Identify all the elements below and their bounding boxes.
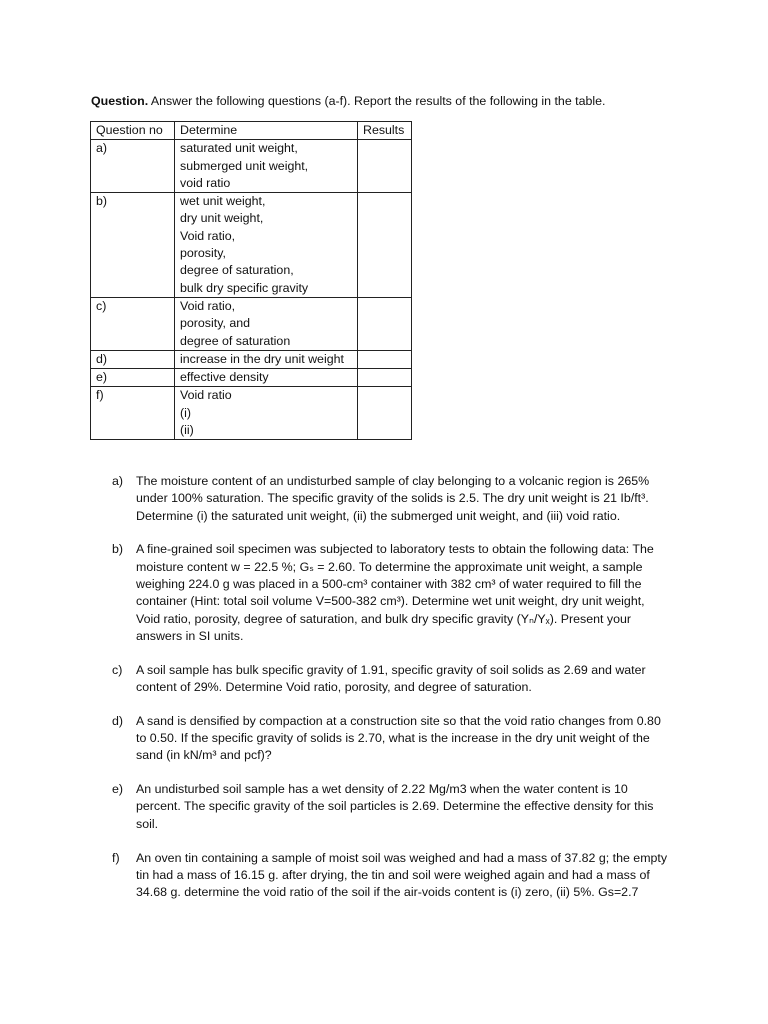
determine-line: degree of saturation, — [180, 263, 294, 278]
determine-cell — [175, 387, 358, 440]
question-label: d) — [112, 713, 124, 728]
results-cell[interactable] — [358, 297, 412, 350]
results-cell[interactable] — [358, 387, 412, 440]
determine-line: (ii) — [180, 423, 194, 438]
question-text-line: An oven tin containing a sample of moist soil was weighed and had a mass of 37.82 g; the empty — [136, 850, 668, 865]
table-row — [91, 193, 412, 298]
determine-line: wet unit weight, — [180, 194, 266, 209]
question-text-line: content of 29%. Determine Void ratio, porosity, and degree of saturation. — [136, 679, 532, 694]
table-row — [91, 350, 412, 368]
table-row — [91, 387, 412, 440]
determine-line: porosity, and — [180, 316, 251, 331]
question-text-line: container (Hint: total soil volume V=500-382 cm³). Determine wet unit weight, dry unit weight, — [136, 594, 645, 609]
table-row — [91, 369, 412, 387]
question-text-line: An undisturbed soil sample has a wet density of 2.22 Mg/m3 when the water content is 10 — [136, 782, 628, 797]
question-text-line: A fine-grained soil specimen was subjected to laboratory tests to obtain the following data: The — [136, 542, 654, 557]
determine-line: effective density — [180, 370, 269, 385]
determine-line: dry unit weight, — [180, 211, 264, 226]
heading-bold: Question. — [91, 94, 149, 108]
question-label: a) — [112, 474, 124, 488]
header-results: Results — [358, 122, 412, 140]
determine-line: degree of saturation — [180, 333, 291, 348]
question-text-line: weighing 224.0 g was placed in a 500-cm³ container with 382 cm³ of water required to fill the — [136, 576, 642, 591]
question-no-cell: e) — [91, 369, 175, 387]
determine-cell — [175, 369, 358, 387]
determine-line: saturated unit weight, — [180, 141, 298, 156]
question-text-line: soil. — [136, 816, 159, 831]
results-cell[interactable] — [358, 140, 412, 193]
question-text-line: 34.68 g. determine the void ratio of the soil if the air-voids content is (i) zero, (ii) 5%. Gs=2.7 — [136, 885, 639, 900]
determine-line: Void ratio, — [180, 228, 236, 243]
table-body — [91, 140, 412, 440]
question-no-cell: d) — [91, 350, 175, 368]
question-item — [112, 713, 672, 765]
question-text-line: A soil sample has bulk specific gravity of 1.91, specific gravity of soil solids as 2.69 and water — [136, 662, 646, 677]
question-no-cell: a) — [91, 140, 175, 193]
question-text-line: Void ratio, porosity, degree of saturation, and bulk dry specific gravity (Yₙ/Yₓ). Present your — [136, 611, 631, 626]
determine-line: increase in the dry unit weight — [180, 351, 344, 366]
question-text-line: answers in SI units. — [136, 628, 244, 643]
determine-cell — [175, 297, 358, 350]
table-row — [91, 140, 412, 193]
question-label: e) — [112, 782, 124, 797]
table-row — [91, 297, 412, 350]
determine-cell — [175, 140, 358, 193]
question-text-line: sand (in kN/m³ and pcf)? — [136, 748, 272, 763]
question-label: b) — [112, 542, 124, 557]
heading-text: Answer the following questions (a-f). Report the results of the following in the table. — [148, 94, 606, 108]
question-text-line: tin had a mass of 16.15 g. after drying, the tin and soil were weighed again and had a mass of — [136, 867, 650, 882]
question-item — [112, 781, 672, 833]
results-cell[interactable] — [358, 193, 412, 298]
question-text-line: percent. The specific gravity of the soil particles is 2.69. Determine the effective density for this — [136, 799, 654, 814]
question-item — [112, 541, 672, 645]
table-header-row — [91, 122, 412, 140]
determine-line: void ratio — [180, 175, 231, 190]
question-list — [112, 473, 672, 918]
determine-line: (i) — [180, 405, 192, 420]
question-text-line: under 100% saturation. The specific gravity of the solids is 2.5. The dry unit weight is 21 Ib/ft³. — [136, 491, 649, 506]
determine-cell — [175, 193, 358, 298]
question-item — [112, 662, 672, 697]
results-table — [90, 121, 412, 440]
question-text-line: A sand is densified by compaction at a construction site so that the void ratio changes from 0.80 — [136, 713, 661, 728]
question-item — [112, 850, 672, 902]
question-text-line: moisture content w = 22.5 %; Gₛ = 2.60. To determine the approximate unit weight, a sample — [136, 559, 643, 574]
question-label: c) — [112, 662, 123, 677]
question-text-line: Determine (i) the saturated unit weight, (ii) the submerged unit weight, and (iii) void ratio. — [136, 508, 621, 523]
question-no-cell: b) — [91, 193, 175, 298]
question-text-line: to 0.50. If the specific gravity of solids is 2.70, what is the increase in the dry unit weight of the — [136, 731, 650, 746]
results-cell[interactable] — [358, 369, 412, 387]
question-text-line: The moisture content of an undisturbed sample of clay belonging to a volcanic region is 265% — [136, 474, 650, 488]
determine-line: bulk dry specific gravity — [180, 280, 309, 295]
header-question-no: Question no — [91, 122, 175, 140]
header-determine: Determine — [175, 122, 358, 140]
determine-line: porosity, — [180, 246, 226, 261]
determine-line: submerged unit weight, — [180, 158, 309, 173]
determine-line: Void ratio, — [180, 298, 236, 313]
determine-cell — [175, 350, 358, 368]
question-no-cell: c) — [91, 297, 175, 350]
question-label: f) — [112, 850, 120, 865]
question-item — [112, 473, 672, 525]
question-heading — [91, 93, 731, 110]
question-no-cell: f) — [91, 387, 175, 440]
determine-line: Void ratio — [180, 388, 232, 403]
results-cell[interactable] — [358, 350, 412, 368]
